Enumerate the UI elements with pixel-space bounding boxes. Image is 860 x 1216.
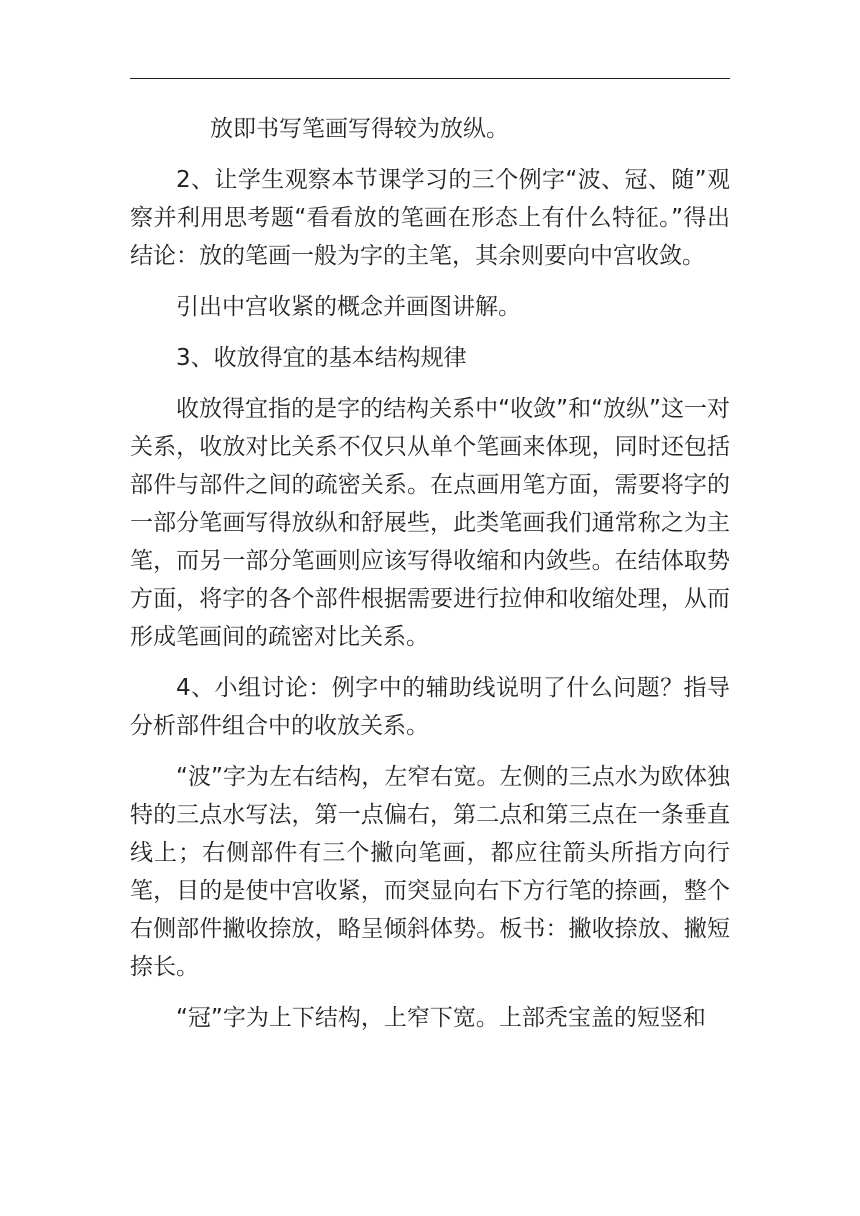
paragraph-step-4: 4、小组讨论：例字中的辅助线说明了什么问题？指导分析部件组合中的收放关系。 — [130, 675, 730, 739]
paragraph-character-guan: “冠”字为上下结构，上窄下宽。上部秃宝盖的短竖和 — [176, 1005, 706, 1031]
document-body — [130, 110, 730, 1050]
paragraph-character-bo: “波”字为左右结构，左窄右宽。左侧的三点水为欧体独特的三点水写法，第一点偏右，第二点和第三点在一条垂直线上；右侧部件有三个撇向笔画，都应往箭头所指方向行笔，目的是使中宫收紧，而突显向右下方行笔的捺画，整个右侧部件撇收捺放，略呈倾斜体势。板书：撇收捺放、撇短捺长。 — [130, 764, 730, 980]
paragraph-concept: 引出中宫收紧的概念并画图讲解。 — [176, 294, 521, 320]
paragraph-continuation: 放即书写笔画写得较为放纵。 — [210, 116, 509, 142]
paragraph-step-2: 2、让学生观察本节课学习的三个例字“波、冠、随”观察并利用思考题“看看放的笔画在形态上有什么特征。”得出结论：放的笔画一般为字的主笔，其余则要向中宫收敛。 — [130, 167, 730, 269]
header-divider — [130, 78, 730, 79]
section-heading-step-3: 3、收放得宜的基本结构规律 — [176, 345, 467, 371]
paragraph-structure-rule: 收放得宜指的是字的结构关系中“收敛”和“放纵”这一对关系，收放对比关系不仅只从单个笔画来体现，同时还包括部件与部件之间的疏密关系。在点画用笔方面，需要将字的一部分笔画写得放纵和舒展些，此类笔画我们通常称之为主笔，而另一部分笔画则应该写得收缩和内敛些。在结体取势方面，将字的各个部件根据需要进行拉伸和收缩处理，从而形成笔画间的疏密对比关系。 — [130, 396, 730, 650]
